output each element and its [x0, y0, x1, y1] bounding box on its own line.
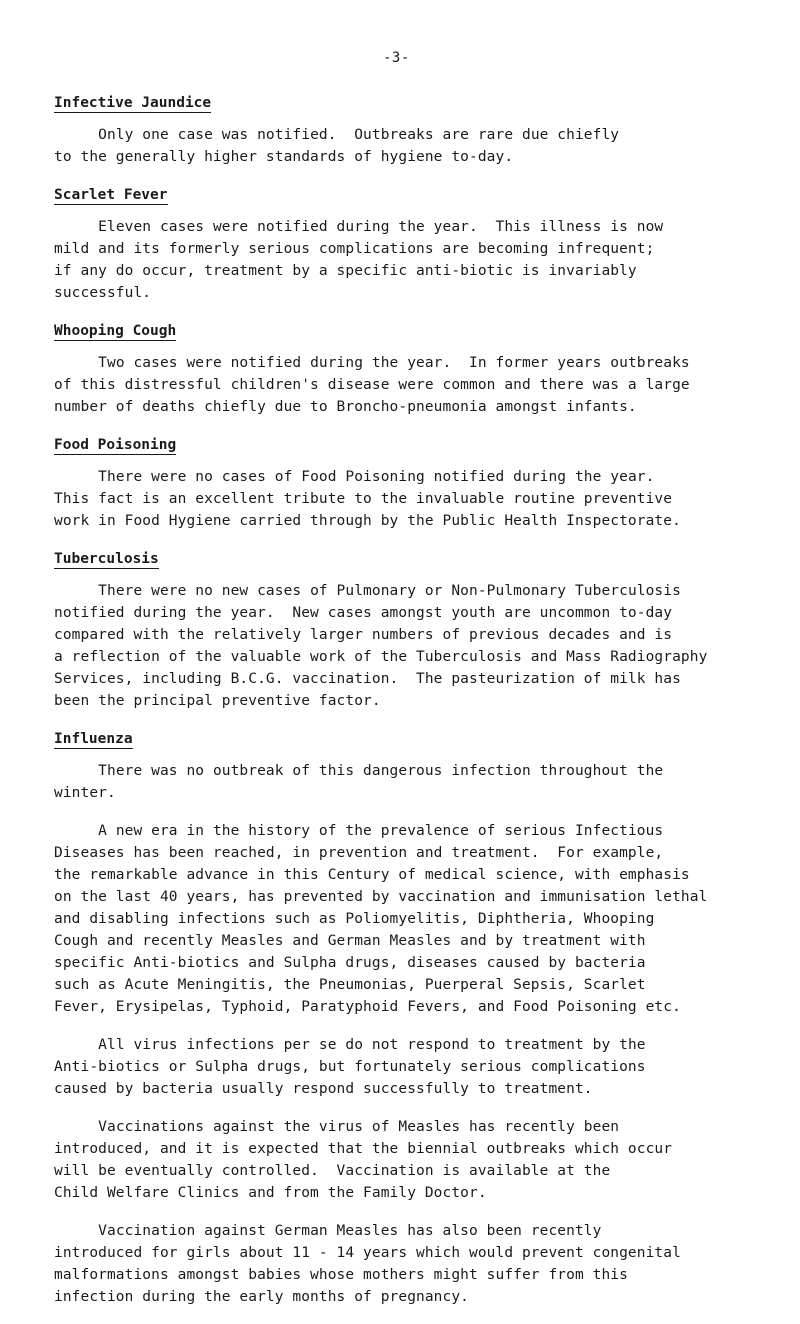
section-text: Two cases were notified during the year. In former years outbreaks of this distressful children's disease were common and there was a large number of deaths chiefly due to Broncho-pneumonia amongst infants.	[54, 355, 690, 415]
section-scarlet-fever	[54, 184, 776, 304]
section-infective-jaundice	[54, 92, 776, 168]
section-text: There were no new cases of Pulmonary or Non-Pulmonary Tuberculosis notified during the year. New cases amongst youth are uncommon to-day compared with the relatively larger numbers of previous decades and is a reflection of the valuable work of the Tuberculosis and Mass Radiography Services, including B.C.G. vaccination. The pasteurization of milk has been the principal preventive factor.	[54, 583, 708, 709]
section-text: Eleven cases were notified during the year. This illness is now mild and its formerly serious complications are becoming infrequent; if any do occur, treatment by a specific anti-biotic is invariably successful.	[54, 219, 664, 301]
paragraph-measles-vaccination	[54, 1116, 776, 1204]
section-whooping-cough	[54, 320, 776, 418]
section-heading: Whooping Cough	[54, 323, 177, 339]
body-paragraph: All virus infections per se do not respond to treatment by the Anti-biotics or Sulpha drugs, but fortunately serious complications caused by bacteria usually respond successfully to treatment.	[54, 1037, 646, 1097]
section-text: There were no cases of Food Poisoning notified during the year. This fact is an excellent tribute to the invaluable routine preventive work in Food Hygiene carried through by the Public Health Inspectorate.	[54, 469, 681, 529]
section-heading: Scarlet Fever	[54, 187, 168, 203]
section-heading: Tuberculosis	[54, 551, 159, 567]
section-heading: Food Poisoning	[54, 437, 177, 453]
section-influenza	[54, 728, 776, 804]
document-body	[54, 92, 776, 1324]
paragraph-virus-infections	[54, 1034, 776, 1100]
section-heading: Infective Jaundice	[54, 95, 212, 111]
paragraph-new-era	[54, 820, 776, 1018]
section-tuberculosis	[54, 548, 776, 712]
section-text: There was no outbreak of this dangerous infection throughout the winter.	[54, 763, 664, 801]
section-food-poisoning	[54, 434, 776, 532]
section-text: Only one case was notified. Outbreaks are rare due chiefly to the generally higher standards of hygiene to-day.	[54, 127, 620, 165]
body-paragraph: Vaccinations against the virus of Measles has recently been introduced, and it is expected that the biennial outbreaks which occur will be eventually controlled. Vaccination is available at the Child Welfare Clinics and from the Family Doctor.	[54, 1119, 673, 1201]
body-paragraph: A new era in the history of the prevalence of serious Infectious Diseases has been reached, in prevention and treatment. For example, the remarkable advance in this Century of medical science, with emphasis on the last 40 years, has prevented by vaccination and immunisation lethal and disabling infections such as Poliomyelitis, Diphtheria, Whooping Cough and recently Measles and German Measles and by treatment with specific Anti-biotics and Sulpha drugs, diseases caused by bacteria such as Acute Meningitis, the Pneumonias, Puerperal Sepsis, Scarlet Fever, Erysipelas, Typhoid, Paratyphoid Fevers, and Food Poisoning etc.	[54, 823, 708, 1015]
page-number: -3-	[383, 50, 410, 66]
paragraph-german-measles-vaccination	[54, 1220, 776, 1308]
section-heading: Influenza	[54, 731, 133, 747]
body-paragraph: Vaccination against German Measles has also been recently introduced for girls about 11 - 14 years which would prevent congenital malformations amongst babies whose mothers might suffer from this infection during the early months of pregnancy.	[54, 1223, 681, 1305]
